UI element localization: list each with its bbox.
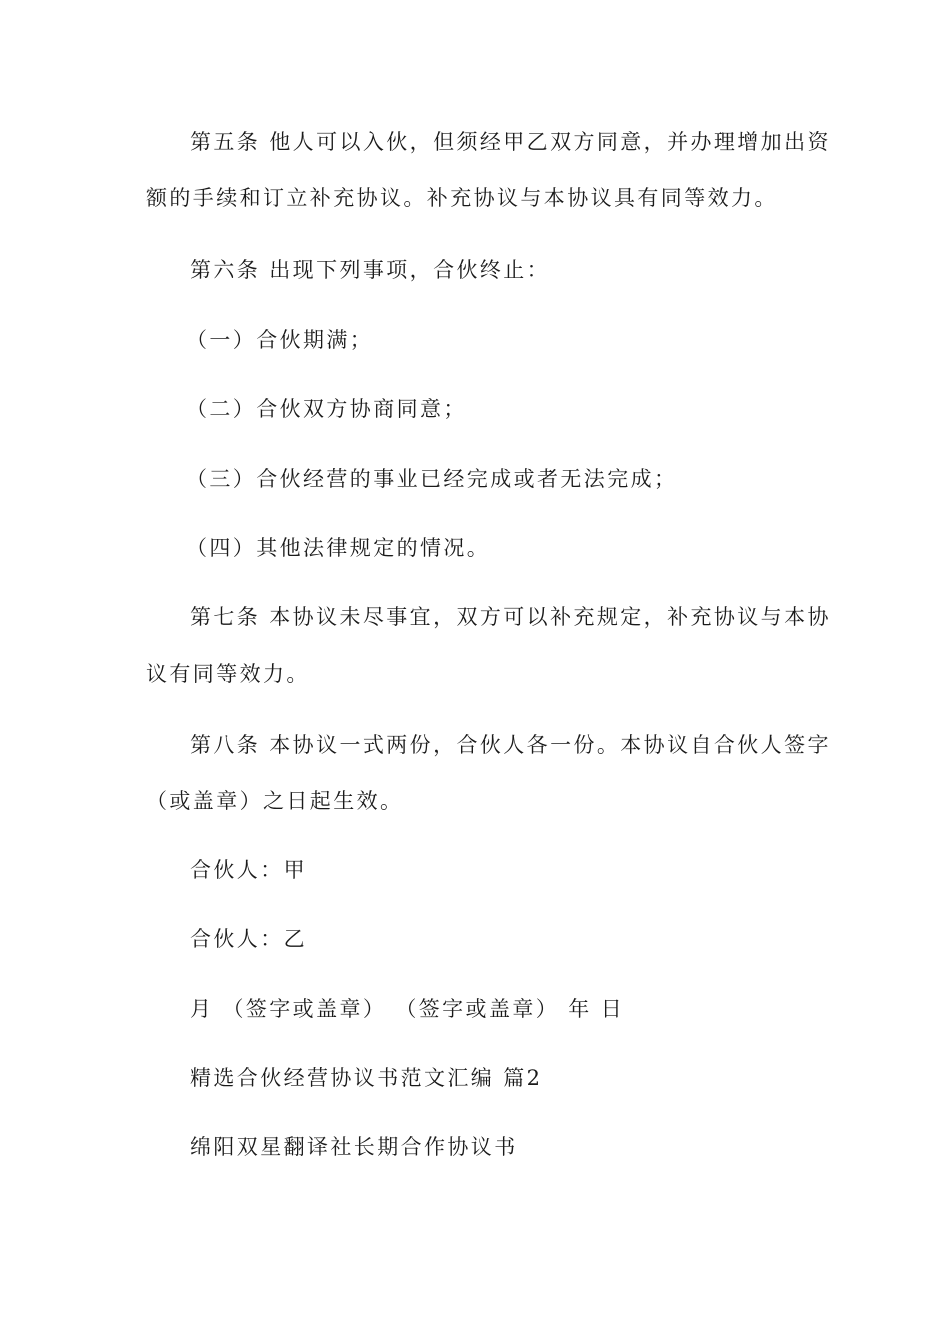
partner-a-line: 合伙人：甲 bbox=[190, 858, 307, 882]
article-8-line-1: 第八条 本协议一式两份，合伙人各一份。本协议自合伙人签字 bbox=[190, 733, 831, 757]
article-7-line-2: 议有同等效力。 bbox=[146, 662, 310, 686]
article-5-line-2: 额的手续和订立补充协议。补充协议与本协议具有同等效力。 bbox=[146, 186, 778, 210]
article-6-heading: 第六条 出现下列事项，合伙终止： bbox=[190, 258, 551, 282]
article-8-line-2: （或盖章）之日起生效。 bbox=[146, 789, 404, 813]
section-heading: 精选合伙经营协议书范文汇编 篇2 bbox=[190, 1066, 543, 1090]
article-6-item-1: （一）合伙期满； bbox=[186, 328, 374, 352]
partner-b-line: 合伙人：乙 bbox=[190, 927, 307, 951]
article-5-line-1: 第五条 他人可以入伙，但须经甲乙双方同意，并办理增加出资 bbox=[190, 130, 831, 154]
agreement-title: 绵阳双星翻译社长期合作协议书 bbox=[190, 1135, 518, 1159]
signature-line: 月 （签字或盖章） （签字或盖章） 年 日 bbox=[190, 997, 625, 1021]
article-6-item-3: （三）合伙经营的事业已经完成或者无法完成； bbox=[186, 467, 678, 491]
article-6-item-2: （二）合伙双方协商同意； bbox=[186, 397, 467, 421]
article-7-line-1: 第七条 本协议未尽事宜，双方可以补充规定，补充协议与本协 bbox=[190, 605, 831, 629]
article-6-item-4: （四）其他法律规定的情况。 bbox=[186, 536, 491, 560]
